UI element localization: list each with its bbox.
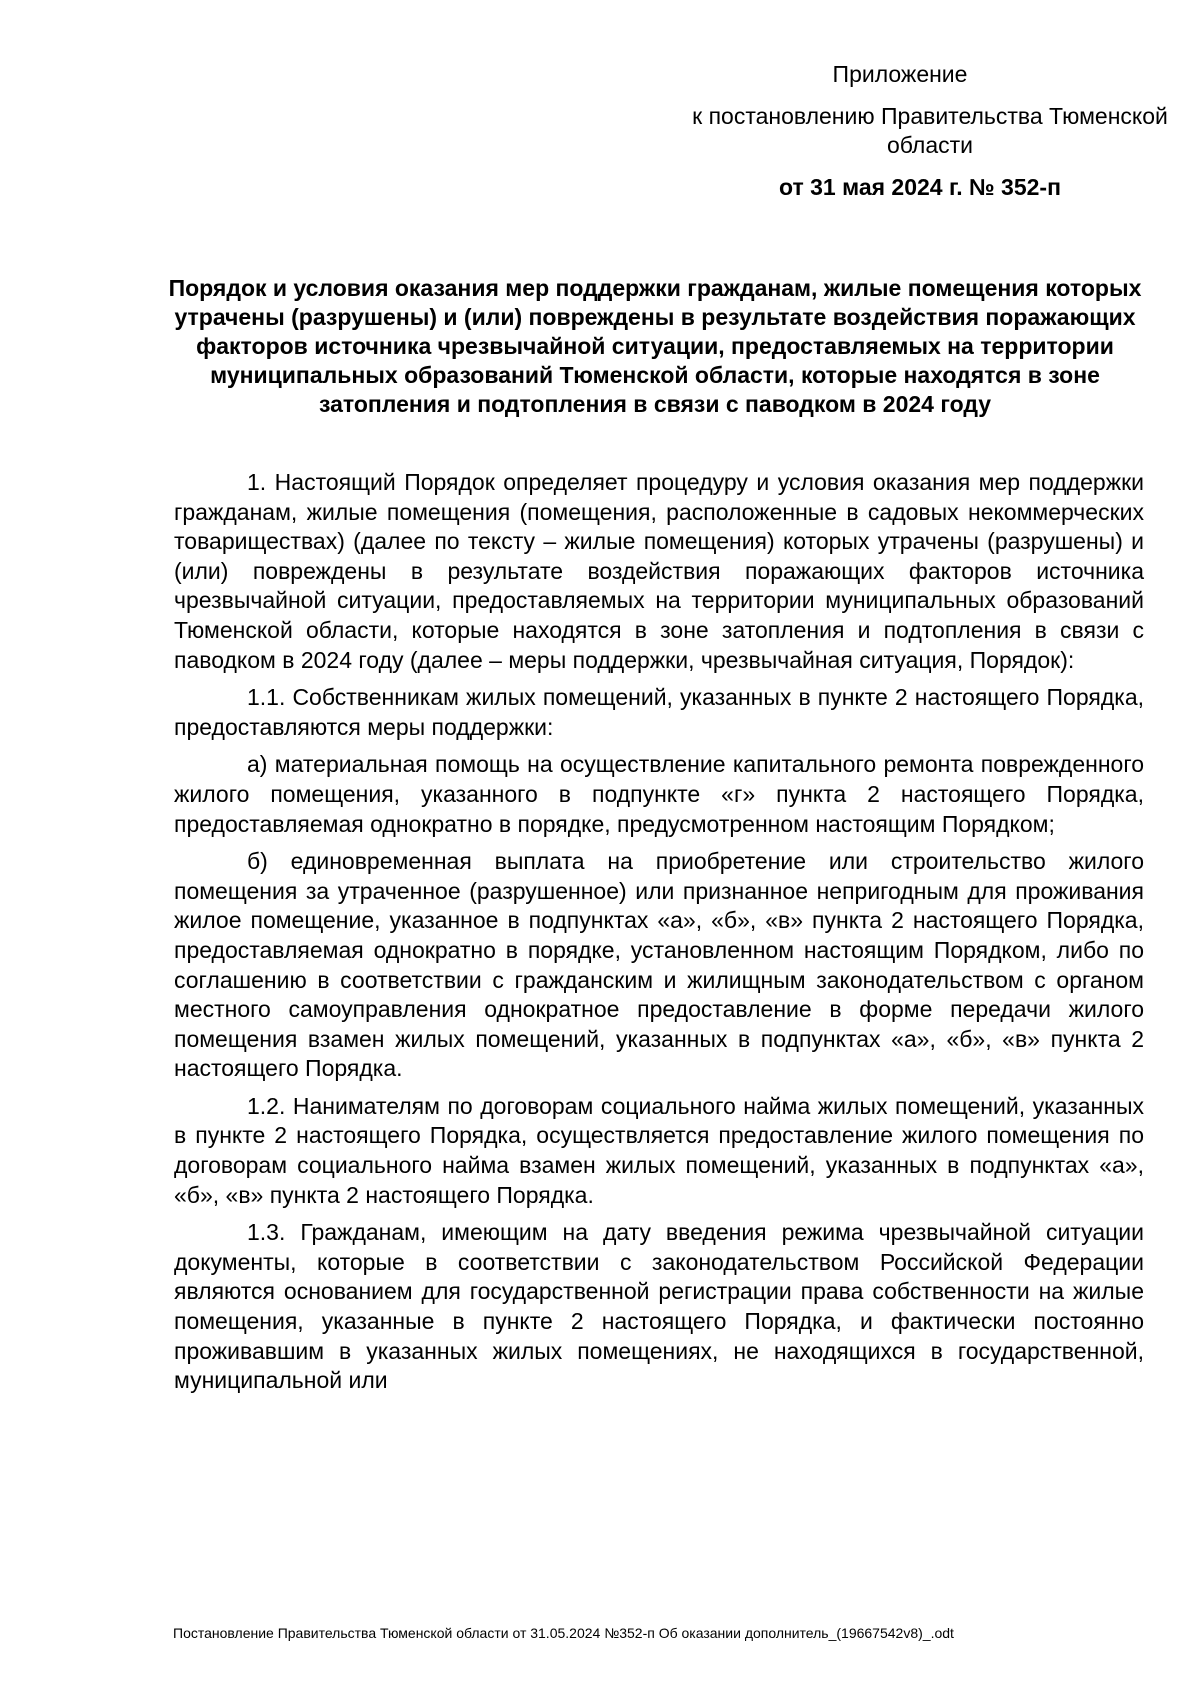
paragraph-1-3: 1.3. Гражданам, имеющим на дату введения режима чрезвычайной ситуации документы, которые в соответствии с законодательством Российской Федерации являются основанием для государственной регистрации права собственности на жилые помещения, указанные в пункте 2 настоящего Порядка, и фактически постоянно проживавшим в указанных жилых помещениях, не находящихся в государственной, муниципальной или xyxy=(174,1219,1144,1394)
appendix-label: Приложение xyxy=(832,61,968,87)
paragraph-1-1: 1.1. Собственникам жилых помещений, указанных в пункте 2 настоящего Порядка, предоставляются меры поддержки: xyxy=(174,684,1144,740)
paragraph-1-1-a: а) материальная помощь на осуществление капитального ремонта поврежденного жилого помещения, указанного в подпункте «г» пункта 2 настоящего Порядка, предоставляемая однократно в порядке, предусмотренном настоящим Порядком; xyxy=(174,751,1144,837)
document-title: Порядок и условия оказания мер поддержки гражданам, жилые помещения которых утрачены (разрушены) и (или) повреждены в результате воздействия поражающих факторов источника чрезвычайной ситуации, предоставляемых на территории муниципальных образований Тюменской области, которые находятся в зоне затопления и подтопления в связи с паводком в 2024 году xyxy=(168,275,1142,417)
appendix-reference: к постановлению Правительства Тюменской области xyxy=(692,103,1168,158)
paragraph-1: 1. Настоящий Порядок определяет процедуру и условия оказания мер поддержки гражданам, жилые помещения (помещения, расположенные в садовых некоммерческих товариществах) (далее по тексту – жилые помещения) которых утрачены (разрушены) и (или) повреждены в результате воздействия поражающих факторов источника чрезвычайной ситуации, предоставляемых на территории муниципальных образований Тюменской области, которые находятся в зоне затопления и подтопления в связи с паводком в 2024 году (далее – меры поддержки, чрезвычайная ситуация, Порядок): xyxy=(174,469,1144,673)
document-body xyxy=(174,468,1144,1404)
page-footer: Постановление Правительства Тюменской области от 31.05.2024 №352-п Об оказании дополнитель_(19667542v8)_.odt xyxy=(173,1625,954,1641)
appendix-date-number: от 31 мая 2024 г. № 352-п xyxy=(779,174,1061,200)
paragraph-1-1-b: б) единовременная выплата на приобретение или строительство жилого помещения за утраченное (разрушенное) или признанное непригодным для проживания жилое помещение, указанное в подпунктах «а», «б», «в» пункта 2 настоящего Порядка, предоставляемая однократно в порядке, установленном настоящим Порядком, либо по соглашению в соответствии с гражданским и жилищным законодательством с органом местного самоуправления однократное предоставление в форме передачи жилого помещения взамен жилых помещений, указанных в подпунктах «а», «б», «в» пункта 2 настоящего Порядка. xyxy=(174,848,1144,1082)
paragraph-1-2: 1.2. Нанимателям по договорам социального найма жилых помещений, указанных в пункте 2 настоящего Порядка, осуществляется предоставление жилого помещения по договорам социального найма взамен жилых помещений, указанных в подпунктах «а», «б», «в» пункта 2 настоящего Порядка. xyxy=(174,1092,1144,1208)
